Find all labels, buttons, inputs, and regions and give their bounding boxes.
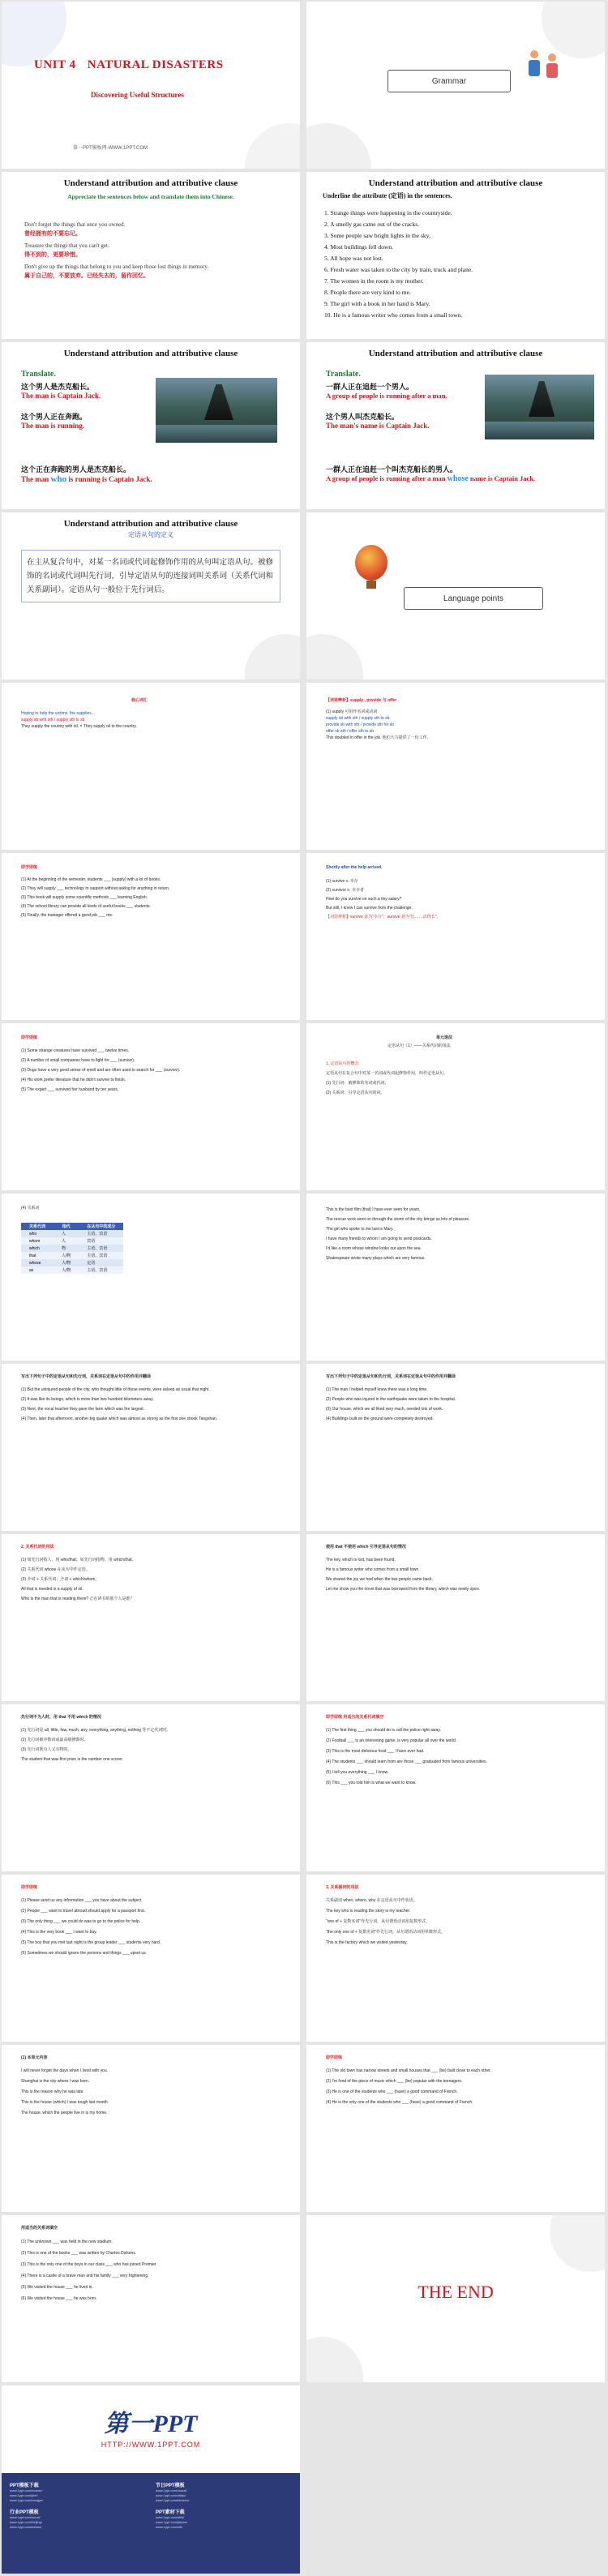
slide-heading: 2. 关系代词的用法 xyxy=(21,1545,54,1549)
table-cell: 人/物 xyxy=(62,1254,71,1258)
item-en: The man's name is Captain Jack. xyxy=(326,422,430,430)
ad-col-title: PPT素材下载 xyxy=(156,2510,185,2515)
slide-heading: Understand attribution and attributive clause xyxy=(63,178,238,188)
table-row xyxy=(21,1259,123,1267)
content-line: The girl who spoke to me last is Mary. xyxy=(326,1227,394,1232)
sentence-en: Don't forget the things that once you owned. xyxy=(24,221,126,228)
content-line: (6) Sometimes we should ignore the persons and things ___ upset us. xyxy=(21,1951,148,1956)
item-zh: 这个男人叫杰克船长。 xyxy=(326,413,400,421)
slide-underline[interactable] xyxy=(306,172,605,339)
content-line: This is the reason why he was late. xyxy=(21,2090,84,2094)
content-lines xyxy=(326,1725,593,1789)
slide-heading: Understand attribution and attributive clause xyxy=(368,349,543,358)
content-line: (4) There is a castle of a brave man and his family ___ very frightening. xyxy=(21,2274,149,2278)
sentence-item: 1. Strange things were happening in the countryside. xyxy=(324,209,452,216)
content-line: (1) 先行词：被修饰的名词或代词。 xyxy=(326,1081,389,1086)
content-line: (1) Please send us any information ___ you have about the subject. xyxy=(21,1898,143,1903)
slide-translate-1[interactable] xyxy=(2,342,300,509)
item-en: The man is running. xyxy=(21,422,85,430)
unit-name: NATURAL DISASTERS xyxy=(87,58,224,71)
content-line: This doubled in offer in the job. 他们大力提供了一份工作。 xyxy=(326,735,431,740)
ad-link[interactable]: www.1ppt.com/xiazai/ xyxy=(156,2488,187,2492)
content-line: Shanghai is the city where I was born. xyxy=(21,2079,90,2084)
pirate-ship-image xyxy=(156,378,277,443)
content-line: (4) The students ___ should learn from are those ___ graduated from famous universities. xyxy=(326,1759,487,1764)
sentence-item: 3. Some people saw bright lights in the sky. xyxy=(324,232,430,239)
content-line: (2) 关系代词 whose 在从句中作定语。 xyxy=(21,1567,90,1572)
content-line: (1) The man I helped myself knew there was a long time. xyxy=(326,1387,428,1392)
sentence-item: 7. The women in the room is my mother. xyxy=(324,277,424,285)
decor-circle xyxy=(2,2,66,66)
content-line: Let me show you the novel that was borrowed from the library, which was newly open. xyxy=(326,1587,480,1592)
content-line: (1) The first thing ___ you should do is call the police right away. xyxy=(326,1728,441,1733)
content-line: (5) The expert ___ survived her husband by ten years. xyxy=(21,1087,119,1092)
unit-subtitle: Discovering Useful Structures xyxy=(91,91,184,99)
slide-title[interactable] xyxy=(2,2,300,169)
ad-logo-area xyxy=(2,2385,300,2473)
sentence-list xyxy=(324,208,592,321)
relative-word: whose xyxy=(447,474,469,483)
brand-url[interactable]: HTTP://WWW.1PPT.COM xyxy=(101,2441,201,2449)
content-line: (3) He is one of the students who ___ (have) a good command of French. xyxy=(326,2090,458,2094)
content-lines xyxy=(326,2066,593,2108)
content-line: (1) The old town has narrow streets and small houses that ___ (be) built close to each other. xyxy=(326,2068,491,2073)
language-points-label: Language points xyxy=(404,587,543,610)
content-line: (3) 介词 + 关系代词：介词 + which/whom。 xyxy=(21,1577,100,1582)
table-row xyxy=(21,1230,123,1237)
ad-link[interactable]: www.1ppt.com/jiaoan/ xyxy=(156,2520,187,2524)
content-line: "the only one of + 复数名词"作先行词，从句谓语动词用单数形式。 xyxy=(326,1930,446,1935)
content-line: He is a famous writer who comes from a small town. xyxy=(326,1567,420,1572)
table-cell: who xyxy=(29,1231,37,1237)
sentence-zh: 得不到的，更要珍惜。 xyxy=(24,251,81,258)
decor-circle xyxy=(306,634,363,679)
sentence-item: 8. People there are very kind to me. xyxy=(324,289,411,296)
content-lines xyxy=(21,1385,289,1424)
content-line: (1) 如先行词指人，用 who/that；如先行词指物，用 which/that。 xyxy=(21,1558,136,1562)
item-zh: 一群人正在追赶一个男人。 xyxy=(326,383,414,391)
sentence-en: Treasure the things that you can't get. xyxy=(24,242,109,249)
slide-fill-3[interactable] xyxy=(306,2045,605,2212)
content-line: This is the factory which we visited yesterday. xyxy=(326,1940,408,1945)
sentence-zh: 属于自己的，不要放弃。已经失去的，留作回忆。 xyxy=(24,272,149,279)
table-header: 关系代词 xyxy=(29,1224,46,1229)
slide-practice-1[interactable] xyxy=(2,853,300,1020)
slide-heading: 用适当的关系词填空 xyxy=(21,2226,58,2231)
hot-air-balloon-icon xyxy=(347,545,396,618)
content-line: (6) We visited the house ___ he was born. xyxy=(21,2296,97,2301)
content-line: This is the house (which) I was tough last month. xyxy=(21,2100,109,2105)
content-line: (3) This is the only one of the boys in our class ___ who has joined Premier. xyxy=(21,2262,157,2267)
translate-label: Translate. xyxy=(326,370,361,379)
content-line: (5) The boy that you met last night is the group leader ___ students very hard. xyxy=(21,1940,161,1945)
slide-fill-1[interactable] xyxy=(306,1704,605,1871)
slide-appreciate[interactable] xyxy=(2,172,300,339)
ad-col-title: PPT模板下载 xyxy=(10,2484,39,2488)
content-line: (4) The school library can provide all kinds of useful books ___ students. xyxy=(21,904,151,909)
content-line: 关系副词 when, where, why 在定语从句中作状语。 xyxy=(326,1898,417,1903)
sentence-item: 9. The girl with a book in her hand is Mary. xyxy=(324,300,430,307)
content-line: But still, I knew I can survive from the challenge. xyxy=(326,906,413,911)
brand-logo: 第一PPT xyxy=(104,2411,198,2437)
content-line: offer sb sth / offer sth to sb xyxy=(326,729,375,734)
ad-link[interactable]: www.1ppt.com/ziliao/ xyxy=(156,2493,186,2497)
slide-usage-3[interactable] xyxy=(2,1704,300,1871)
content-line: I'd like a room whose window looks out upon the sea. xyxy=(326,1246,422,1251)
table-cell: 人 xyxy=(62,1239,66,1244)
content-line: The key, which is lost, has been found. xyxy=(326,1558,396,1562)
slide-practice-2[interactable] xyxy=(2,1023,300,1190)
slide-exercise-b[interactable] xyxy=(306,1364,605,1531)
slide-unit-content[interactable] xyxy=(2,2045,300,2212)
content-line: Who is the man that is reading there? 正在读书的那个人是谁？ xyxy=(21,1597,135,1601)
content-line: The house, which the people live in is my home. xyxy=(21,2111,108,2115)
content-line: (2) 先行词被序数词或最高级修饰时。 xyxy=(21,1738,88,1742)
content-line: 定语从句在复合句中对某一名词或代词起修饰作用，叫作定语从句。 xyxy=(326,1071,448,1076)
content-line: (2) A number of small companies have to fight for ___ (survive). xyxy=(21,1058,135,1063)
slide-heading: Shortly after the help arrived. xyxy=(326,865,383,870)
translation-list xyxy=(24,221,284,281)
item-en-post: name is Captain Jack. xyxy=(468,474,536,482)
content-line: The key who is reading the story is my teacher. xyxy=(326,1909,411,1914)
slide-heading: 单元语法 xyxy=(436,1035,453,1040)
ad-link[interactable]: www.1ppt.com/beijing/ xyxy=(10,2520,42,2524)
item-zh: 这个男人正在奔跑。 xyxy=(21,413,88,421)
content-line: (3) This book will supply some scientific methods ___ learning English. xyxy=(21,895,148,900)
content-line: (2) People ___ want to travel abroad should apply for a passport first. xyxy=(21,1909,146,1914)
slide-language-points[interactable] xyxy=(306,512,605,679)
content-line: (2) Football ___ is an interesting game, is very popular all over the world. xyxy=(326,1738,457,1743)
content-line: (3) 先行词既有人又有物时。 xyxy=(21,1747,72,1752)
content-lines xyxy=(21,1725,289,1764)
table-header: 在从句中的成分 xyxy=(87,1224,116,1229)
translate-final xyxy=(21,464,289,484)
content-lines xyxy=(21,2236,289,2304)
content-line: This is the best film (that) I have ever seen for years. xyxy=(326,1207,421,1212)
content-line: 1. 定语从句的概念 xyxy=(326,1061,359,1066)
content-line: The student that was first prize is the number one scorer. xyxy=(21,1757,123,1762)
content-line: (1) The unknown ___ was held in the new stadium. xyxy=(21,2240,113,2244)
table-cell: 主语、宾语 xyxy=(87,1254,108,1258)
content-line: (1) At the beginning of the semester, students ___ (supply) with a lot of books. xyxy=(21,877,161,882)
decor-circle xyxy=(306,123,371,169)
decor-circle xyxy=(245,123,300,169)
content-line: (2) I'm fond of the piece of music which ___ (be) popular with the teenagers. xyxy=(326,2079,463,2084)
slide-subheading: 定语从句的定义 xyxy=(128,531,173,538)
slide-subheading: 定语从句（1）——关系代词的用法 xyxy=(387,1044,451,1048)
content-line: (2) People who was injured in the earthquake were taken to the hospital. xyxy=(326,1397,456,1402)
item-en-post: is running is Captain Jack. xyxy=(66,475,152,483)
content-lines xyxy=(21,1555,289,1604)
table-cell: 物 xyxy=(62,1246,66,1251)
content-line: supply sb with sth / supply sth to sb xyxy=(326,716,390,721)
item-en: The man is Captain Jack. xyxy=(21,392,101,400)
content-line: (2) It was like its beings, which is more than two hundred kilometers away. xyxy=(21,1397,154,1402)
content-lines xyxy=(326,709,593,741)
ad-col-left xyxy=(10,2481,148,2530)
ad-link[interactable]: www.1ppt.com/fanwen/ xyxy=(156,2498,190,2502)
content-line: (3) The only thing ___ we could do was to go to the police for help. xyxy=(21,1919,141,1924)
table-cell: that xyxy=(29,1253,36,1258)
table-cell: 宾语 xyxy=(87,1239,96,1244)
slide-translate-2[interactable] xyxy=(306,342,605,509)
slide-the-end[interactable] xyxy=(306,2215,605,2382)
content-line: We shared the joy we had when the two people came back. xyxy=(326,1577,433,1582)
content-line: (4) This is the very book ___ I want to buy. xyxy=(21,1930,97,1935)
table-cell: 主语、宾语 xyxy=(87,1232,108,1237)
content-line: (3) Dogs have a very good sense of smell and are often used to search for ___ (survive). xyxy=(21,1068,181,1073)
slide-examples[interactable] xyxy=(306,1194,605,1361)
content-line: (1) survive v. 幸存 xyxy=(326,879,358,884)
table-cell: 人/物 xyxy=(62,1268,71,1273)
slide-heading: 即学即练 xyxy=(21,1885,38,1890)
slide-definition[interactable] xyxy=(2,512,300,679)
slide-heading: 即学即练 xyxy=(326,2055,343,2060)
slide-unit-grammar[interactable] xyxy=(306,1023,605,1190)
content-line: I will never forget the days when I lived with you. xyxy=(21,2068,108,2073)
content-line: Hoping to help the victims, the supplies... xyxy=(21,711,95,716)
grammar-label: Grammar xyxy=(387,70,511,92)
table-row xyxy=(21,1252,123,1259)
content-line: 【词语辨析】survive 意为"幸存"；survive 意为"比……活得长"。 xyxy=(326,915,441,919)
ad-link[interactable]: www.1ppt.com/shiti/ xyxy=(156,2515,185,2519)
content-lines xyxy=(326,1205,593,1263)
content-line: (3) Our house, which we all liked very much, needed lots of work. xyxy=(326,1407,443,1412)
content-lines xyxy=(326,1059,593,1098)
decor-circle xyxy=(550,2215,605,2272)
slide-heading: 写出下列句子中的定语从句和先行词，关系词在定语从句中的作用并翻译 xyxy=(326,1374,456,1379)
content-line: (4) Then, later that afternoon, another big quake which was almost as strong as the first one shook Tangshan. xyxy=(21,1417,218,1421)
sentence-zh: 曾经拥有的不要忘记。 xyxy=(24,230,81,237)
pirate-ship-image xyxy=(485,375,594,439)
table-row xyxy=(21,1245,123,1252)
content-line: provide sb with sth / provide sth for sb xyxy=(326,722,394,727)
slide-heading: (1) 本单元内容 xyxy=(21,2055,48,2060)
slide-heading: Understand attribution and attributive clause xyxy=(368,178,543,188)
ad-link[interactable]: www.1ppt.com/hangye/ xyxy=(10,2498,44,2502)
content-lines xyxy=(326,1385,593,1424)
table-cell: 人/物 xyxy=(62,1261,71,1266)
content-lines xyxy=(21,876,289,920)
slide-adverbs[interactable] xyxy=(306,1875,605,2042)
slide-relative-table[interactable] xyxy=(2,1194,300,1361)
content-line: supply sb with sth / supply sth to sb xyxy=(21,718,85,722)
content-line: (1) Some strange creatures have survived ___ twelve times. xyxy=(21,1048,130,1053)
instruction: Appreciate the sentences below and translate them into Chinese. xyxy=(67,193,234,200)
content-line: (1) 先行词是 all, little, few, much, any, everything, anything, nothing 等不定代词时。 xyxy=(21,1728,171,1733)
slide-exercise-a[interactable] xyxy=(2,1364,300,1531)
item-zh: 这个男人是杰克船长。 xyxy=(21,383,95,391)
slide-vocab-1[interactable] xyxy=(2,683,300,850)
content-line: How do you survive on such a tiny salary? xyxy=(326,897,402,902)
instruction: Underline the attribute (定语) in the sentences. xyxy=(323,192,452,199)
item-en-pre: A group of people is running after a man xyxy=(326,474,447,482)
content-line: (5) Finally, the manager offered a good job ___ me. xyxy=(21,913,113,918)
translate-label: Translate. xyxy=(21,370,56,379)
content-line: (1) supply 可用作名词或动词 xyxy=(326,709,378,714)
decor-circle xyxy=(306,2337,363,2382)
content-lines xyxy=(326,1555,593,1594)
decor-circle xyxy=(245,634,300,679)
content-lines xyxy=(21,710,289,730)
slide-survive[interactable] xyxy=(306,853,605,1020)
content-line: (4) His work prefer literature that he didn't survive to finish. xyxy=(21,1078,126,1082)
ad-col-title: 行业PPT模板 xyxy=(10,2510,39,2515)
content-line: (2) They will supply ___ technology to support without asking for anything in return. xyxy=(21,886,170,891)
sentence-item: 2. A smelly gas came out of the cracks. xyxy=(324,221,420,228)
content-line: (2) survivor n. 幸存者 xyxy=(326,888,364,893)
sentence-item: 4. Most buildings fell down. xyxy=(324,243,394,251)
table-cell: 主语、宾语 xyxy=(87,1246,108,1251)
ad-link[interactable]: www.1ppt.com/moban/ xyxy=(10,2488,43,2492)
item-zh: 这个正在奔跑的男人是杰克船长。 xyxy=(21,465,131,474)
content-line: (4) He is the only one of the students who ___ (have) a good command of French. xyxy=(326,2100,473,2105)
content-line: Shakespeare wrote many plays which are very famous. xyxy=(326,1256,426,1261)
relative-word: who xyxy=(50,474,67,484)
ad-link[interactable]: www.1ppt.com/sucai/ xyxy=(10,2515,41,2519)
slide-fill-4[interactable] xyxy=(2,2215,300,2382)
slide-heading: 即学即练 xyxy=(21,1035,38,1040)
content-lines xyxy=(21,1896,289,1959)
relative-pronoun-table xyxy=(21,1223,123,1274)
content-lines xyxy=(326,877,593,922)
definition-text: 在主从复合句中，对某一名词或代词起修饰作用的从句叫定语从句。被修饰的名词或代词叫先行词，引导定语从句的连接词叫关系词（关系代词和关系副词）。定语从句一般位于先行词后。 xyxy=(21,550,280,602)
table-cell: 人 xyxy=(62,1232,66,1237)
table-cell: 定语 xyxy=(87,1261,96,1266)
content-line: (5) We visited the house ___ he lived in. xyxy=(21,2285,93,2290)
content-line: "one of + 复数名词"作先行词，从句谓语动词用复数形式。 xyxy=(326,1919,430,1924)
sentence-en: Don't give up the things that belong to you and keep those lost things in memory. xyxy=(24,264,209,270)
slide-heading: 即学即练 用适当的关系代词填空 xyxy=(326,1715,384,1720)
ad-col-right xyxy=(156,2481,293,2530)
translate-final xyxy=(326,464,593,483)
content-line: (2) This is one of the books ___ was written by Charles Dickens. xyxy=(21,2251,137,2256)
content-line: (3) Next, the vocal teacher they gave the farm which was the largest. xyxy=(21,1407,145,1412)
slide-heading: 核心词汇 xyxy=(131,698,148,703)
translate-items xyxy=(21,381,151,430)
table-cell: whom xyxy=(29,1238,41,1244)
translate-items xyxy=(326,381,484,430)
content-line: I have many friends to whom I am going to send postcards. xyxy=(326,1237,432,1241)
sentence-item: 10. He is a famous writer who comes from a small town. xyxy=(324,311,463,319)
slide-grammar[interactable] xyxy=(306,2,605,169)
content-lines xyxy=(21,2066,289,2119)
content-lines xyxy=(326,1896,593,1948)
table-cell: 主语、宾语 xyxy=(87,1268,108,1273)
content-lines xyxy=(21,1046,289,1095)
unit-label: UNIT 4 xyxy=(34,58,76,71)
table-cell: whose xyxy=(29,1260,41,1266)
content-line: (6) This ___ you told him is what we want to know. xyxy=(326,1781,417,1785)
ad-col-title: 节日PPT模板 xyxy=(156,2484,185,2488)
content-line: They supply the country with oil. = They supply oil to the country. xyxy=(21,724,137,729)
slide-usage-2[interactable] xyxy=(306,1534,605,1701)
content-line: (3) This is the most delicious food ___ I have ever had. xyxy=(326,1749,425,1754)
unit-title xyxy=(34,58,224,72)
slide-heading: 写出下列句子中的定语从句和先行词，关系词在定语从句中的作用并翻译 xyxy=(21,1374,152,1379)
slide-heading: 【词语辨析】supply , provide 与 offer xyxy=(326,698,397,703)
slide-heading: 先行词不为人时，用 that 不用 which 的情况 xyxy=(21,1715,101,1720)
slide-heading: Understand attribution and attributive clause xyxy=(63,519,238,529)
the-end-text: THE END xyxy=(417,2282,494,2302)
slide-heading: Understand attribution and attributive clause xyxy=(63,349,238,358)
content-line: The rescue work went on through the storm of the city brings us lots of pleasure. xyxy=(326,1217,470,1222)
table-cell: which xyxy=(29,1245,40,1251)
table-row xyxy=(21,1237,123,1245)
watermark: 第一PPT模板网-WWW.1PPT.COM xyxy=(73,146,148,151)
content-line: (5) I tell you everything ___ I know. xyxy=(326,1770,389,1775)
slide-heading: 即学即练 xyxy=(21,865,38,870)
content-line: (1) But the uninjured people of the city, who thought little of those events, were asleep as usual that night. xyxy=(21,1387,210,1392)
item-en: A group of people is running after a man. xyxy=(326,392,447,400)
slide-heading: 3. 关系副词的用法 xyxy=(326,1885,359,1890)
table-header: 指代 xyxy=(62,1224,71,1229)
slide-heading: 使用 that 不使用 which 引导定语从句的情况 xyxy=(326,1545,406,1549)
slide-vocab-2[interactable] xyxy=(306,683,605,850)
sentence-item: 6. Fresh water was taken to the city by train, truck and plane. xyxy=(324,266,473,273)
ad-link[interactable]: www.1ppt.com/ziti/ xyxy=(156,2525,183,2529)
item-zh: 一群人正在追赶一个叫杰克船长的男人。 xyxy=(326,465,458,474)
slide-ad[interactable] xyxy=(2,2385,300,2574)
sentence-item: 5. All hope was not lost. xyxy=(324,255,383,262)
content-line: (4) Buildings built on the ground were completely destroyed. xyxy=(326,1417,434,1421)
people-illustration-icon xyxy=(525,50,566,83)
table-cell: as xyxy=(29,1267,34,1273)
slide-usage-1[interactable] xyxy=(2,1534,300,1701)
content-line: All that is needed is a supply of oil. xyxy=(21,1587,83,1592)
table-row xyxy=(21,1267,123,1274)
slide-fill-2[interactable] xyxy=(2,1875,300,2042)
slide-heading: (4) 关系词 xyxy=(21,1206,40,1211)
ad-link[interactable]: www.1ppt.com/tubiao/ xyxy=(10,2525,42,2529)
content-line: (2) 关系词：引导定语从句的词。 xyxy=(326,1091,385,1095)
ad-link[interactable]: www.1ppt.com/jieri/ xyxy=(10,2493,38,2497)
item-en-pre: The man xyxy=(21,475,51,483)
